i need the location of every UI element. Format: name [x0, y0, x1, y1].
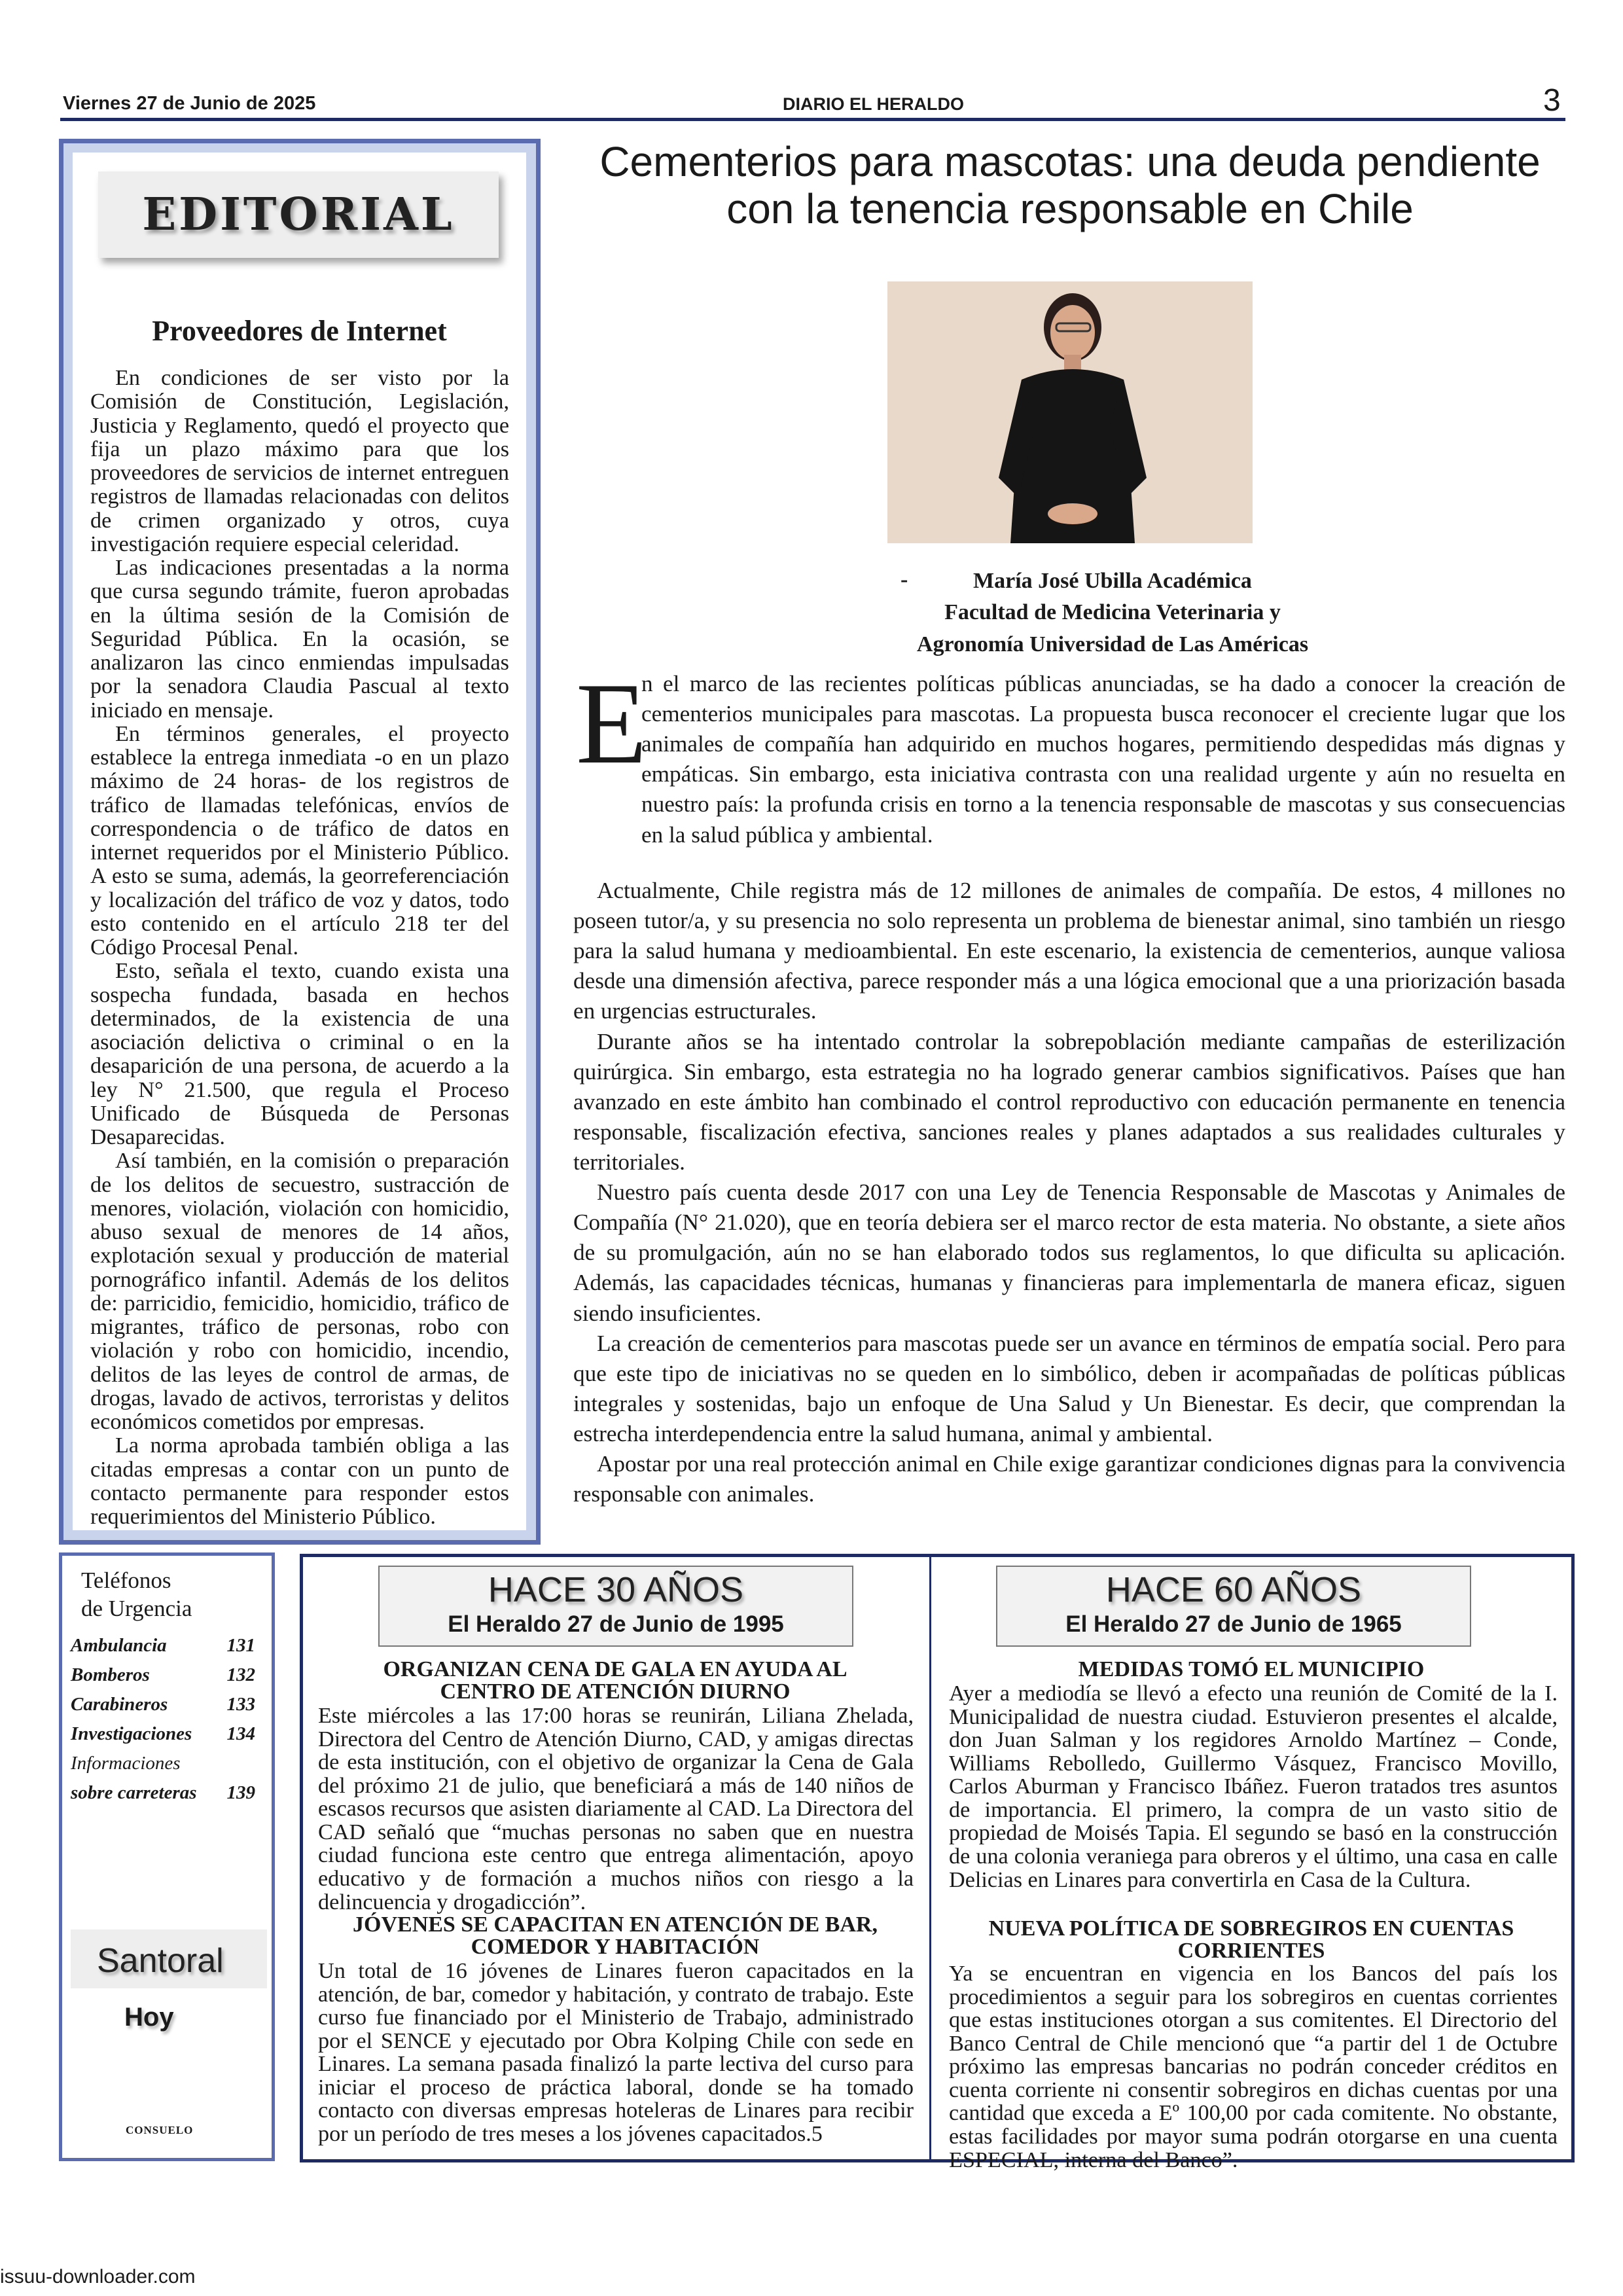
- byline-dash: -: [901, 567, 908, 592]
- editorial-paragraph: Así también, en la comisión o preparación de los delitos de secuestro, sustracción de menores, violación, violación con homicidio, abuso sexual de menores de 14 años, explotación sexual y producción de material pornográfico infantil. Además de los delitos de: parricidio, femicidio, homicidio, tráfico de migrantes, tráfico de personas, robo con violación y robo con homicidio, incendio, delitos de las leyes de control de armas, de drogas, lavado de activos, terroristas y delitos económicos cometidos por empresas.: [90, 1149, 509, 1434]
- phone-number: 131: [226, 1635, 255, 1656]
- author-photo: [887, 281, 1253, 543]
- editorial-title: Proveedores de Internet: [152, 315, 447, 347]
- article-byline: [851, 565, 1374, 660]
- emergency-phones-title: [81, 1567, 192, 1623]
- page-number: 3: [1543, 83, 1561, 118]
- editorial-body: [90, 367, 509, 1529]
- header-rule: [60, 118, 1565, 121]
- santoral-title: Santoral: [97, 1942, 224, 1980]
- hace30-header: [378, 1566, 853, 1647]
- byline-line: Facultad de Medicina Veterinaria y: [944, 600, 1281, 625]
- editorial-paragraph: La norma aprobada también obliga a las citadas empresas a contar con un punto de contacto permanente para responder estos requerimientos del Ministerio Público.: [90, 1433, 509, 1529]
- source-watermark: issuu-downloader.com: [0, 2266, 196, 2287]
- emergency-title-line: Teléfonos: [81, 1568, 171, 1593]
- hace60-subtitle: El Heraldo 27 de Junio de 1965: [1065, 1611, 1402, 1637]
- phone-number: 139: [226, 1782, 255, 1803]
- byline-line: María José Ubilla Académica: [973, 569, 1252, 593]
- phone-service: sobre carreteras: [71, 1782, 197, 1803]
- hace60-story-1: Ayer a mediodía se llevó a efecto una reunión de Comité de la I. Municipalidad de nuestra ciudad. Estuvieron presentes el alcalde, don Juan Salman y los regidores Arnoldo Martínez – Conde, Williams Rebolledo, Guillermo Vásquez, Francisco Movillo, Carlos Aburman y Francisco Ibáñez. Fueron tratados tres asuntos de importancia. El primero, la compra de un vasto sitio de propiedad de Moisés Tapia. El segundo se basó en la construcción de una colonia veraniega para obreros y el último, una casa en calle Delicias en Linares para convertirla en Casa de la Cultura.: [949, 1681, 1558, 1892]
- history-divider: [929, 1556, 931, 2160]
- hace30-story-1: Este miércoles a las 17:00 horas se reunirán, Liliana Zhelada, Directora del Centro de Atención Diurno, CAD, y amigas directas de esta institución, con el objetivo de organizar la Cena de Gala del próximo 21 de julio, que beneficiará a más de 140 niños de escasos recursos que asisten diariamente al CAD. La Directora del CAD señaló que “muchas personas no saben que en nuestra ciudad funciona este centro que entrega alimentación, apoyo educativo y de formación a muchos niños con riesgo a la delincuencia y drogadicción”.: [318, 1704, 914, 1914]
- phone-service: Bomberos: [71, 1664, 150, 1685]
- article-intro: [641, 669, 1565, 850]
- article-paragraph: La creación de cementerios para mascotas puede ser un avance en términos de empatía social. Pero para que este tipo de iniciativas no se queden en lo simbólico, deben ir acompañadas de políticas públicas integrales y sostenidas, bajo un enfoque de Una Salud y Un Bienestar. Es decir, que comprendan la estrecha interdependencia entre la salud humana, animal y ambiental.: [573, 1330, 1565, 1446]
- editorial-banner: [98, 171, 499, 258]
- phone-row: [71, 1782, 255, 1804]
- phone-info-label-text: Informaciones: [71, 1753, 181, 1774]
- hace60-title: HACE 60 AÑOS: [1105, 1570, 1362, 1609]
- phone-service: Investigaciones: [71, 1723, 192, 1744]
- author-portrait-illustration: [887, 281, 1253, 543]
- phone-row: [71, 1723, 255, 1745]
- article-paragraph: Actualmente, Chile registra más de 12 millones de animales de compañía. De estos, 4 millones no poseen tutor/a, y su presencia no solo representa un problema de bienestar animal, sino también un riesgo para la salud humana y medioambiental. En este escenario, la existencia de cementerios, aunque valiosa desde una dimensión afectiva, parece responder más a una lógica emocional que a una priorización basada en urgencias estructurales.: [573, 878, 1565, 1024]
- hace60-headline-1: MEDIDAS TOMÓ EL MUNICIPIO: [1078, 1657, 1425, 1681]
- phone-number: 134: [226, 1723, 255, 1744]
- emergency-title-line: de Urgencia: [81, 1595, 192, 1621]
- newspaper-name: DIARIO EL HERALDO: [783, 94, 965, 114]
- phone-row: [71, 1694, 255, 1715]
- hace60-story-2: Ya se encuentran en vigencia en los Bancos del país los procedimientos a seguir para los sobregiros en cuentas corrientes que estas instituciones otorgan a sus comitentes. El Directorio del Banco Central de Chile mencionó que “a partir del 1 de Octubre próximo las empresas bancarias no podrán conceder créditos en cuenta corriente ni consentir sobregiros en dichas cuentas por una cantidad que exceda a Eº 100,00 por cada comitente. No obstante, estas facilidades por mayor suma podrán otorgarse en una cuenta ESPECIAL, interna del Banco”.: [949, 1962, 1558, 2172]
- issue-date: Viernes 27 de Junio de 2025: [63, 93, 316, 114]
- hace60-header: [996, 1566, 1471, 1647]
- phone-row: [71, 1664, 255, 1686]
- santoral-today: Hoy: [124, 2003, 174, 2032]
- phone-number: 132: [226, 1664, 255, 1685]
- santoral-saint: CONSUELO: [126, 2124, 194, 2136]
- phone-row: [71, 1635, 255, 1657]
- phone-info-label: [71, 1753, 255, 1774]
- editorial-paragraph: Las indicaciones presentadas a la norma que cursa segundo trámite, fueron aprobadas en la última sesión de la Comisión de Seguridad Pública. En la ocasión, se analizaron las cinco enmiendas impulsadas por la senadora Claudia Pascual al texto iniciado en mensaje.: [90, 556, 509, 723]
- hace30-title: HACE 30 AÑOS: [488, 1570, 744, 1609]
- hace30-headline-2: JÓVENES SE CAPACITAN EN ATENCIÓN DE BAR, COMEDOR Y HABITACIÓN: [353, 1912, 878, 1959]
- drop-cap: E: [576, 658, 647, 788]
- hace30-subtitle: El Heraldo 27 de Junio de 1995: [448, 1611, 784, 1637]
- article-paragraph: Apostar por una real protección animal en Chile exige garantizar condiciones dignas para la convivencia responsable con animales.: [573, 1451, 1565, 1507]
- article-headline: Cementerios para mascotas: una deuda pendiente con la tenencia responsable en Chile: [599, 138, 1541, 232]
- phone-number: 133: [226, 1694, 255, 1715]
- editorial-paragraph: Esto, señala el texto, cuando exista una sospecha fundada, basada en hechos determinados, de la existencia de una asociación delictiva o criminal o en la desaparición de una persona, de acuerdo a la ley N° 21.500, que regula el Proceso Unificado de Búsqueda de Personas Desaparecidas.: [90, 959, 509, 1149]
- hace30-story-2: Un total de 16 jóvenes de Linares fueron capacitados en la atención, de bar, comedor y habitación, y contrato de trabajo. Este curso fue financiado por el Ministerio de Trabajo, administrado por el SENCE y ejecutado por Obra Kolping Chile con sede en Linares. La semana pasada finalizó la parte lectiva del curso para iniciar el proceso de práctica laboral, donde se ha tomado contacto con diversas empresas hoteleras de Linares para recibir por un período de tres meses a los jóvenes capacitados.5: [318, 1959, 914, 2146]
- byline-line: Agronomía Universidad de Las Américas: [916, 632, 1309, 656]
- hace30-headline-1: ORGANIZAN CENA DE GALA EN AYUDA AL CENTRO DE ATENCIÓN DIURNO: [383, 1657, 847, 1704]
- editorial-paragraph: En condiciones de ser visto por la Comisión de Constitución, Legislación, Justicia y Reglamento, quedó el proyecto que fija un plazo máximo para que los proveedores de servicios de internet entreguen registros de llamadas relacionadas con delitos de crimen organizado y otros, cuya investigación requiere especial celeridad.: [90, 366, 509, 556]
- article-intro-text: n el marco de las recientes políticas públicas anunciadas, se ha dado a conocer la creación de cementerios municipales para mascotas. La propuesta busca reconocer el creciente lugar que los animales de compañía han adquirido en muchos hogares, permitiendo despedidas más dignas y empáticas. Sin embargo, esta iniciativa contrasta con una realidad urgente y aún no resuelta en nuestro país: la profunda crisis en torno a la tenencia responsable de mascotas y sus consecuencias en la salud pública y ambiental.: [641, 671, 1565, 848]
- phone-service: Ambulancia: [71, 1635, 167, 1656]
- article-paragraph: Durante años se ha intentado controlar la sobrepoblación mediante campañas de esterilización quirúrgica. Sin embargo, esta estrategia no ha logrado generar cambios significativos. Países que han avanzado en este ámbito han combinado el control reproductivo con educación permanente en tenencia responsable, fiscalización efectiva, sanciones reales y planes adaptados a sus realidades culturales y territoriales.: [573, 1028, 1565, 1175]
- phone-service: Carabineros: [71, 1694, 168, 1715]
- hace60-headline-2: NUEVA POLÍTICA DE SOBREGIROS EN CUENTAS CORRIENTES: [988, 1916, 1514, 1963]
- article-body: [573, 876, 1565, 1509]
- article-paragraph: Nuestro país cuenta desde 2017 con una Ley de Tenencia Responsable de Mascotas y Animales de Compañía (N° 21.020), que en teoría debiera ser el marco rector de esta materia. No obstante, a siete años de su promulgación, aún no se han elaborado todos sus reglamentos, lo que dificulta su aplicación. Además, las capacidades técnicas, humanas y financieras para implementarla de manera eficaz, siguen siendo insuficientes.: [573, 1179, 1565, 1326]
- editorial-paragraph: En términos generales, el proyecto establece la entrega inmediata -o en un plazo máximo de 24 horas- de los registros de tráfico de llamadas telefónicas, envíos de correspondencia o de tráfico de datos en internet requeridos por el Ministerio Público. A esto se suma, además, la georreferenciación y localización del tráfico de voz y datos, todo esto contenido en el artículo 218 ter del Código Procesal Penal.: [90, 721, 509, 960]
- editorial-banner-label: EDITORIAL: [142, 188, 455, 241]
